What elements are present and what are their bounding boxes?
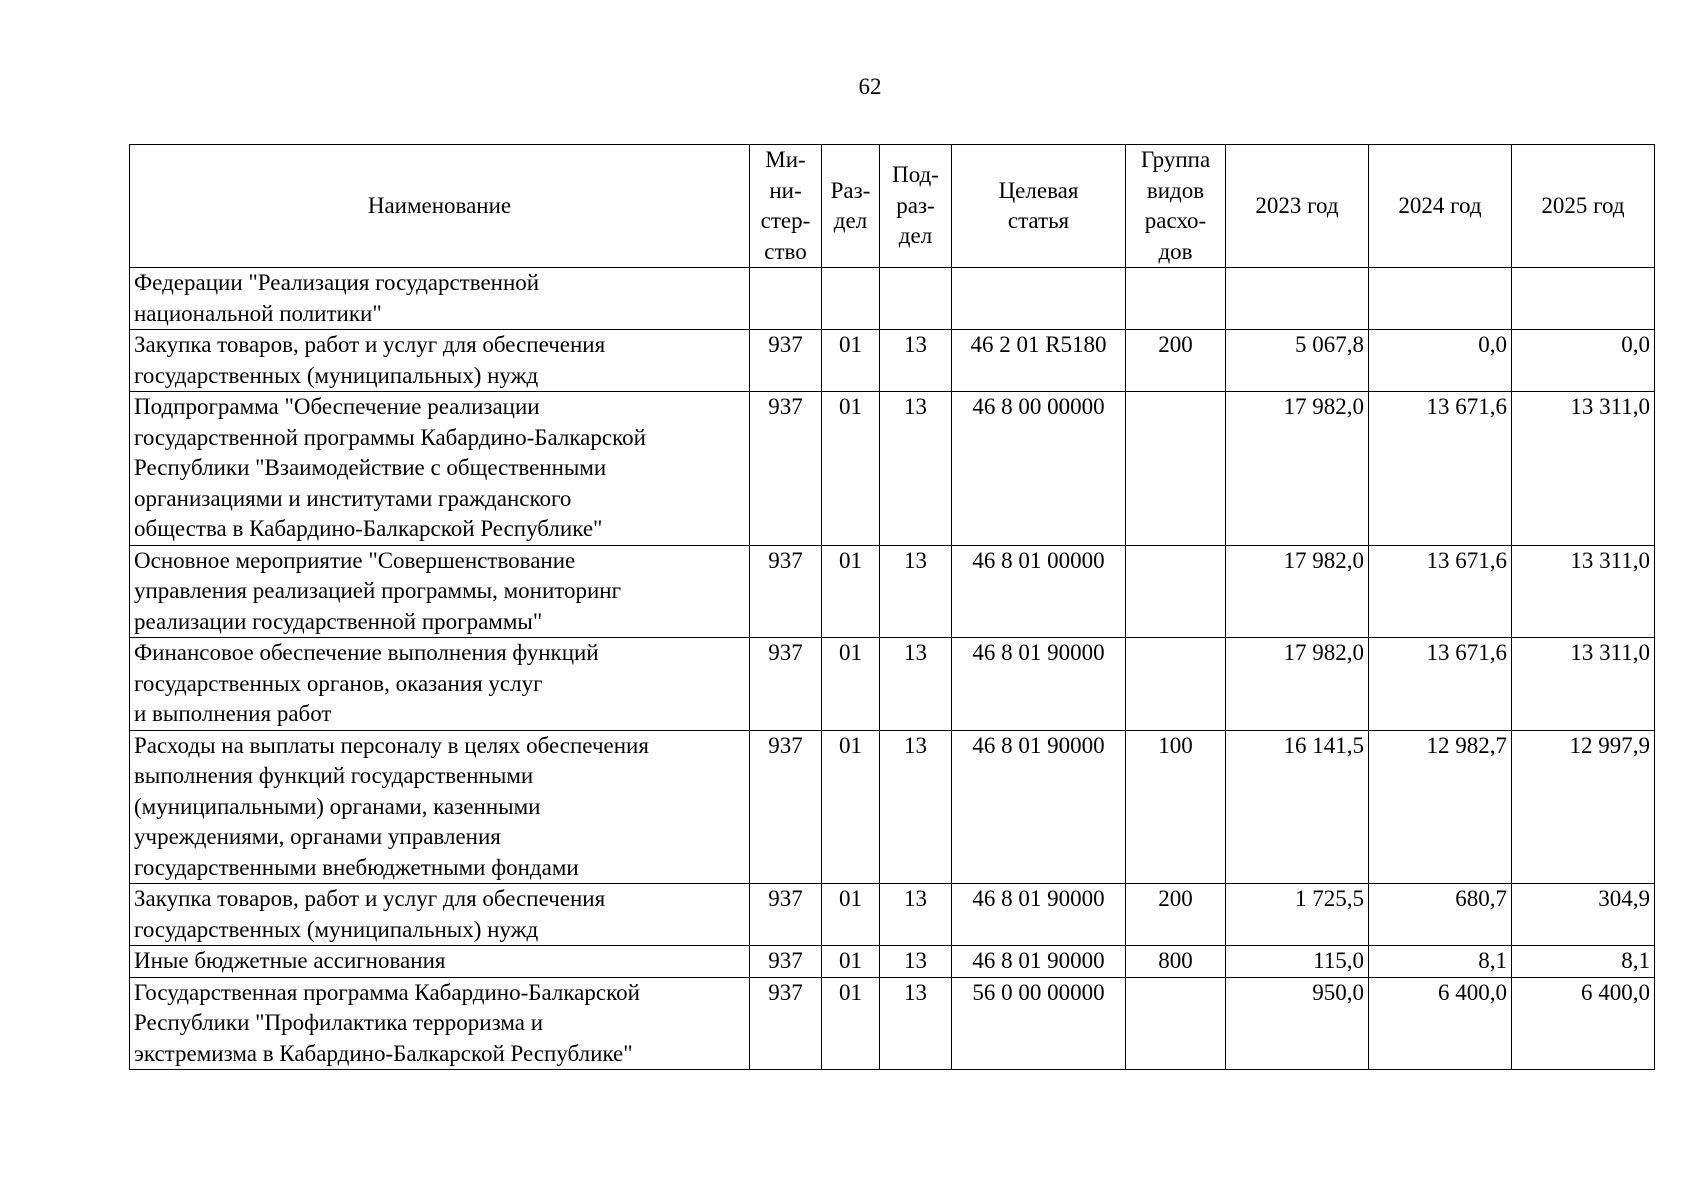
cell-expense-group: 100 [1126,730,1226,884]
cell-2023: 17 982,0 [1226,638,1369,731]
cell-target: 46 8 01 90000 [952,946,1126,978]
cell-2025: 8,1 [1512,946,1655,978]
cell-name: Финансовое обеспечение выполнения функций государственных органов, оказания услуг и выполнения работ [130,638,750,731]
table-row [130,545,1655,638]
cell-2025: 304,9 [1512,884,1655,946]
cell-expense-group: 200 [1126,884,1226,946]
cell-name: Подпрограмма "Обеспечение реализации государственной программы Кабардино-Балкарской Республики "Взаимодействие с общественными организациями и институтами гражданского общества в Кабардино-Балкарской Республике" [130,392,750,546]
table-row [130,884,1655,946]
cell-2024: 0,0 [1369,330,1512,392]
cell-2023: 17 982,0 [1226,392,1369,546]
cell-2025: 13 311,0 [1512,392,1655,546]
cell-ministry: 937 [750,545,822,638]
cell-subsection: 13 [880,638,952,731]
cell-ministry: 937 [750,330,822,392]
cell-2025: 13 311,0 [1512,545,1655,638]
cell-subsection: 13 [880,330,952,392]
cell-name: Государственная программа Кабардино-Балкарской Республики "Профилактика терроризма и экстремизма в Кабардино-Балкарской Республике" [130,977,750,1070]
table-row [130,268,1655,330]
table-row [130,977,1655,1070]
cell-2023: 950,0 [1226,977,1369,1070]
cell-section: 01 [822,730,880,884]
table-row [130,638,1655,731]
cell-subsection [880,268,952,330]
cell-subsection: 13 [880,884,952,946]
cell-2024: 13 671,6 [1369,545,1512,638]
cell-section: 01 [822,638,880,731]
cell-2023 [1226,268,1369,330]
cell-2023: 5 067,8 [1226,330,1369,392]
cell-section: 01 [822,545,880,638]
cell-name: Федерации "Реализация государственной национальной политики" [130,268,750,330]
header-name: Наименование [130,145,750,268]
cell-ministry: 937 [750,730,822,884]
cell-name: Основное мероприятие "Совершенствование управления реализацией программы, мониторинг реализации государственной программы" [130,545,750,638]
table-row [130,730,1655,884]
cell-section: 01 [822,977,880,1070]
table-row [130,946,1655,978]
cell-ministry: 937 [750,946,822,978]
cell-name: Закупка товаров, работ и услуг для обеспечения государственных (муниципальных) нужд [130,330,750,392]
cell-2025: 12 997,9 [1512,730,1655,884]
cell-expense-group [1126,638,1226,731]
cell-target: 56 0 00 00000 [952,977,1126,1070]
cell-2025: 6 400,0 [1512,977,1655,1070]
cell-2025: 0,0 [1512,330,1655,392]
cell-2024: 680,7 [1369,884,1512,946]
cell-subsection: 13 [880,730,952,884]
table-row [130,330,1655,392]
cell-expense-group [1126,545,1226,638]
cell-2023: 1 725,5 [1226,884,1369,946]
header-target: Целевая статья [952,145,1126,268]
cell-ministry: 937 [750,977,822,1070]
cell-ministry: 937 [750,884,822,946]
table-header-row [130,145,1655,268]
cell-target: 46 8 01 90000 [952,884,1126,946]
cell-2024: 13 671,6 [1369,392,1512,546]
cell-subsection: 13 [880,392,952,546]
cell-expense-group [1126,392,1226,546]
cell-section: 01 [822,330,880,392]
header-expense-group: Группа видов расхо- дов [1126,145,1226,268]
header-2023: 2023 год [1226,145,1369,268]
header-2024: 2024 год [1369,145,1512,268]
cell-ministry: 937 [750,392,822,546]
cell-2024 [1369,268,1512,330]
cell-2023: 16 141,5 [1226,730,1369,884]
cell-expense-group [1126,977,1226,1070]
cell-target: 46 2 01 R5180 [952,330,1126,392]
cell-2024: 12 982,7 [1369,730,1512,884]
cell-2023: 17 982,0 [1226,545,1369,638]
header-2025: 2025 год [1512,145,1655,268]
cell-target: 46 8 01 90000 [952,730,1126,884]
cell-section: 01 [822,884,880,946]
page-number: 62 [858,74,882,99]
header-subsection: Под- раз- дел [880,145,952,268]
cell-2025 [1512,268,1655,330]
cell-2024: 13 671,6 [1369,638,1512,731]
cell-target: 46 8 01 00000 [952,545,1126,638]
cell-2024: 8,1 [1369,946,1512,978]
cell-section: 01 [822,392,880,546]
header-section: Раз- дел [822,145,880,268]
cell-expense-group: 800 [1126,946,1226,978]
cell-subsection: 13 [880,545,952,638]
table-row [130,392,1655,546]
cell-2024: 6 400,0 [1369,977,1512,1070]
cell-subsection: 13 [880,946,952,978]
cell-name: Закупка товаров, работ и услуг для обеспечения государственных (муниципальных) нужд [130,884,750,946]
cell-target: 46 8 00 00000 [952,392,1126,546]
cell-2023: 115,0 [1226,946,1369,978]
cell-name: Иные бюджетные ассигнования [130,946,750,978]
cell-ministry [750,268,822,330]
cell-section: 01 [822,946,880,978]
cell-name: Расходы на выплаты персоналу в целях обеспечения выполнения функций государственными (муниципальными) органами, казенными учреждениями, органами управления государственными внебюджетными фондами [130,730,750,884]
header-ministry: Ми- ни- стер- ство [750,145,822,268]
cell-expense-group [1126,268,1226,330]
cell-section [822,268,880,330]
cell-2025: 13 311,0 [1512,638,1655,731]
cell-target: 46 8 01 90000 [952,638,1126,731]
cell-target [952,268,1126,330]
budget-table [129,144,1655,1070]
cell-subsection: 13 [880,977,952,1070]
cell-ministry: 937 [750,638,822,731]
cell-expense-group: 200 [1126,330,1226,392]
